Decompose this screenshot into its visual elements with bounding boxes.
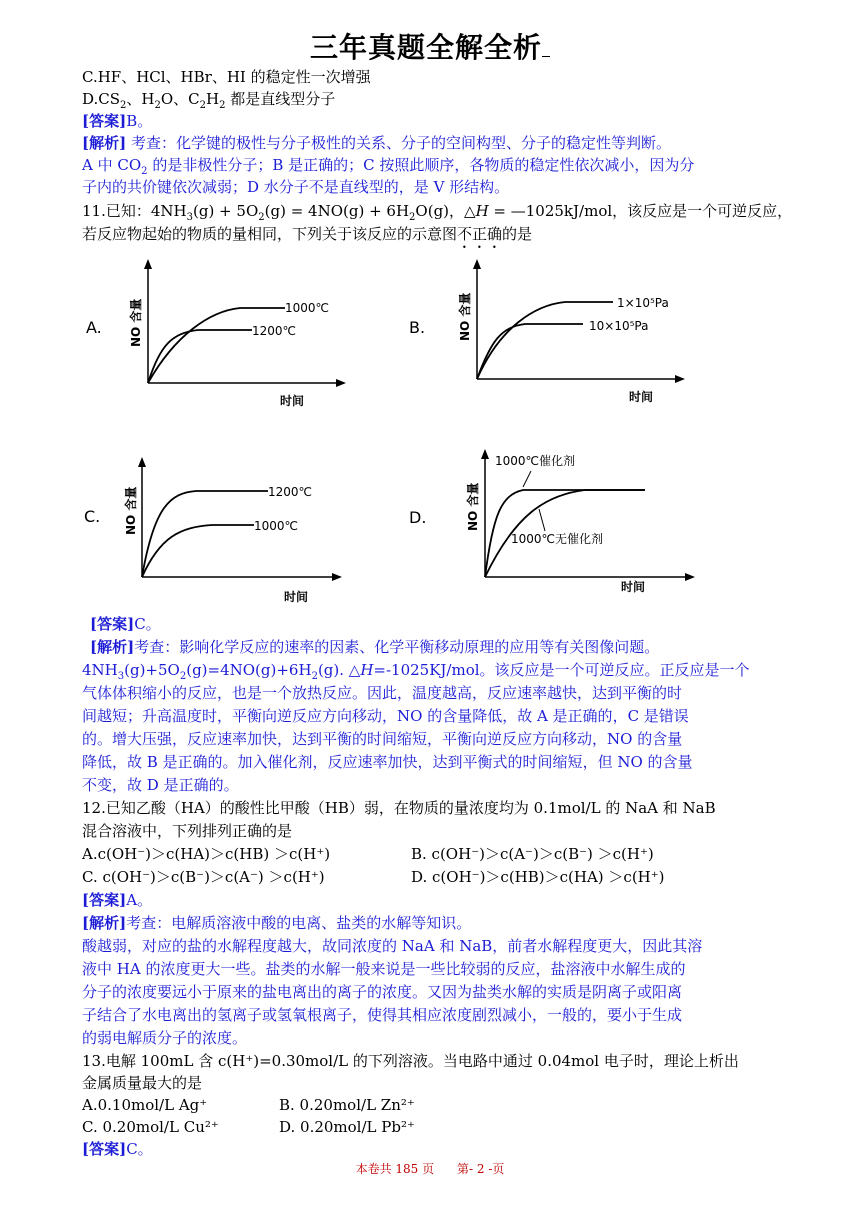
q10-analysis-line3: 子内的共价键依次减弱；D 水分子不是直线型的，是 V 形结构。 [82,178,510,196]
q13-answer: [答案]C。 [82,1140,153,1158]
graph-a [80,255,350,415]
q10-analysis: [解析] 考查：化学键的极性与分子极性的关系、分子的空间构型、分子的稳定性等判断。 [82,134,671,152]
q12-analysis-line: 的弱电解质分子的浓度。 [82,1029,248,1047]
q11-analysis-line: 降低，故 B 是正确的。加入催化剂，反应速率加快，达到平衡式的时间缩短，但 NO 的含量 [82,753,693,771]
q12-answer: [答案]A。 [82,891,153,909]
q13-option-b: B. 0.20mol/L Zn²⁺ [279,1096,415,1114]
q11-stem-line2: 若反应物起始的物质的量相同，下列关于该反应的示意图不正确的是 [82,225,533,243]
q12-option-d: D. c(OH⁻)＞c(HB)＞c(HA) ＞c(H⁺) [411,868,665,886]
q11-answer: [答案]C。 [90,615,161,633]
graph-d [405,445,715,595]
graph-c-curve1: 1200℃ [268,485,313,499]
q13-option-a: A.0.10mol/L Ag⁺ [82,1096,208,1114]
graph-c-ylabel: NO 含量 [124,486,138,535]
header-title: 三年真题全解全析 [309,31,542,64]
graph-b [405,255,705,415]
q12-analysis-line: 酸越弱，对应的盐的水解程度越大，故同浓度的 NaA 和 NaB，前者水解程度更大，因此其溶 [82,937,703,955]
q10-analysis-line2: A 中 $CO_2$ 的是非极性分子；B 是正确的；C 按照此顺序，各物质的稳定性依次减小，因为分 [82,156,695,177]
q12-analysis: [解析]考查：电解质溶液中酸的电离、盐类的水解等知识。 [82,914,472,932]
q11-analysis-line: 不变，故 D 是正确的。 [82,776,239,794]
q10-answer: [答案]B。 [82,112,153,130]
q11-analysis-line: 气体体积缩小的反应，也是一个放热反应。因此，温度越高，反应速率越快，达到平衡的时 [82,684,683,702]
graph-c-curve2: 1000℃ [254,519,299,533]
graph-d-curve2: 1000℃无催化剂 [511,532,604,546]
q10-option-c: C.HF、HCl、HBr、HI 的稳定性一次增强 [82,68,371,86]
q12-option-c: C. c(OH⁻)＞c(B⁻)＞c(A⁻) ＞c(H⁺) [82,868,325,886]
q12-option-a: A.c(OH⁻)＞c(HA)＞c(HB) ＞c(H⁺) [82,845,331,863]
graph-b-ylabel: NO 含量 [458,292,472,341]
q13-option-c: C. 0.20mol/L Cu²⁺ [82,1118,219,1136]
graph-d-xlabel: 时间 [621,580,646,594]
graph-a-ylabel: NO 含量 [129,298,143,347]
graph-d-curve1: 1000℃催化剂 [495,454,576,468]
q11-analysis-line: 的。增大压强，反应速率加快，达到平衡的时间缩短，平衡向逆反应方向移动，NO 的含量 [82,730,683,748]
q12-analysis-line: 分子的浓度要远小于原来的盐电离出的离子的浓度。又因为盐类水解的实质是阴离子或阳离 [82,983,683,1001]
footer-total: 本卷共 185 页 [355,1162,435,1176]
q11-analysis: [解析]考查：影响化学反应的速率的因素、化学平衡移动原理的应用等有关图像问题。 [90,638,660,656]
q12-analysis-line: 液中 HA 的浓度更大一些。盐类的水解一般来说是一些比较弱的反应，盐溶液中水解生成的 [82,960,686,978]
graph-a-curve1: 1000℃ [285,301,330,315]
q11-equation-line: $4NH_3(g)+5O_2(g)=4NO(g)+6H_2(g)$. △H=-1025KJ/mol。该反应是一个可逆反应。正反应是一个 [82,661,750,682]
footer-page: 第- 2 -页 [457,1162,505,1176]
q12-analysis-line: 子结合了水电离出的氢离子或氢氧根离子，使得其相应浓度剧烈减小，一般的，要小于生成 [82,1006,683,1024]
graph-a-xlabel: 时间 [280,394,305,408]
q12-stem-line1: 12.已知乙酸（HA）的酸性比甲酸（HB）弱，在物质的量浓度均为 0.1mol/L 的 NaA 和 NaB [82,799,716,817]
q13-stem-line1: 13.电解 100mL 含 c(H⁺)=0.30mol/L 的下列溶液。当电路中通过 0.04mol 电子时，理论上析出 [82,1052,739,1070]
graph-c-letter: C. [84,507,101,526]
q11-stem-line1: 11.已知：$4NH_3(g) + 5O_2(g) = 4NO(g) + 6H_2O(g)$，△H = —1025kJ/mol，该反应是一个可逆反应， [82,202,793,223]
graph-a-curve2: 1200℃ [252,324,297,338]
graph-d-letter: D. [409,508,427,527]
q12-stem-line2: 混合溶液中，下列排列正确的是 [82,822,293,840]
q12-option-b: B. c(OH⁻)＞c(A⁻)＞c(B⁻) ＞c(H⁺) [411,845,654,863]
q10-option-d: $D.CS_2$、$H_2O$、$C_2H_2$ 都是直线型分子 [82,90,336,111]
q13-stem-line2: 金属质量最大的是 [82,1074,203,1092]
header-underline [542,30,550,57]
page-footer [0,1160,860,1177]
graph-b-curve2: 10×10⁵Pa [589,319,649,333]
graph-d-ylabel: NO 含量 [466,482,480,531]
q13-option-d: D. 0.20mol/L Pb²⁺ [279,1118,415,1136]
graph-a-letter: A. [86,318,102,337]
graph-b-letter: B. [409,318,426,337]
graph-c-xlabel: 时间 [284,590,309,604]
graph-b-xlabel: 时间 [629,390,654,404]
graph-b-curve1: 1×10⁵Pa [617,296,669,310]
q11-analysis-line: 间越短；升高温度时，平衡向逆反应方向移动，NO 的含量降低，故 A 是正确的，C 是错误 [82,707,689,725]
graph-c [80,455,350,615]
page-header [0,26,860,66]
